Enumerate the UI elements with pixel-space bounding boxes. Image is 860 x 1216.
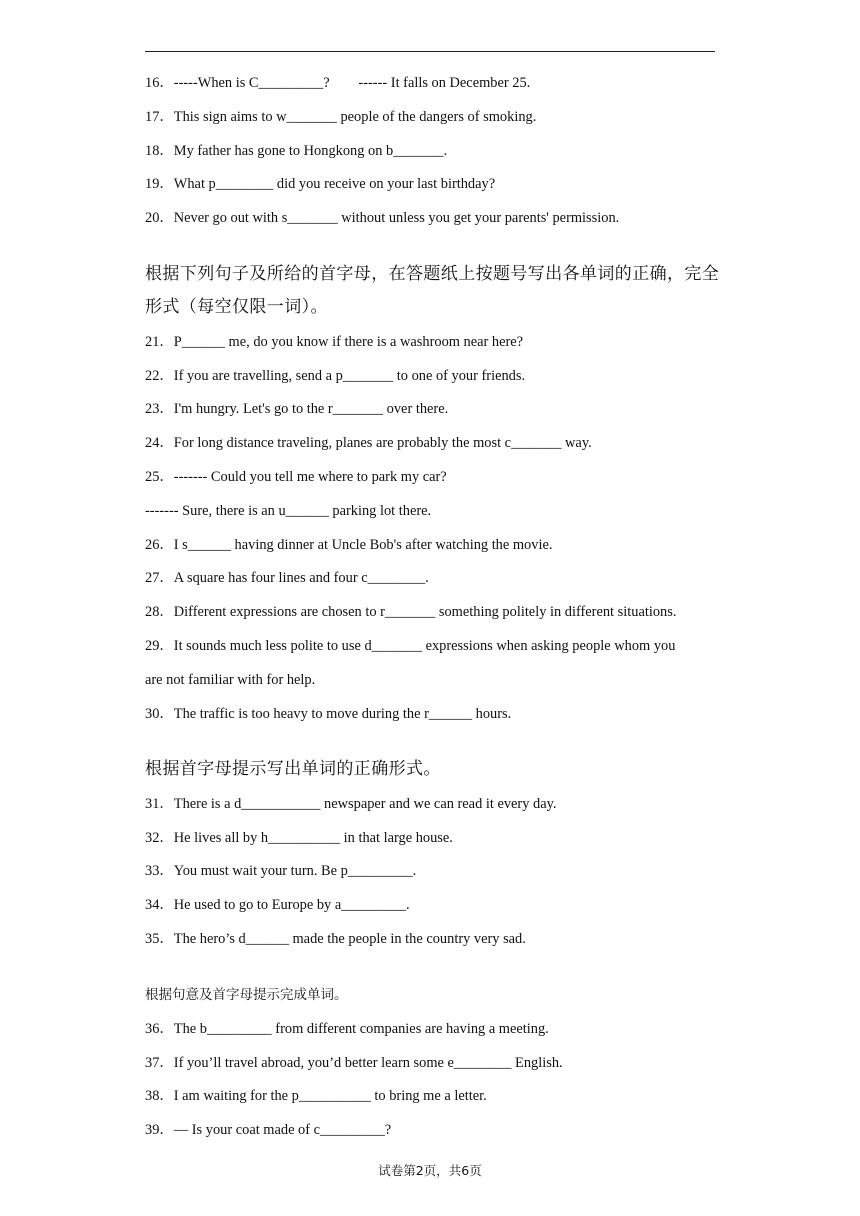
question-17: 17．This sign aims to w_______ people of the dangers of smoking.: [145, 109, 537, 125]
question-20: 20．Never go out with s_______ without unless you get your parents' permission.: [145, 210, 620, 226]
question-16: 16．-----When is C_________? ------ It falls on December 25.: [145, 75, 531, 91]
question-26: 26．I s______ having dinner at Uncle Bob's after watching the movie.: [145, 537, 553, 553]
question-36: 36．The b_________ from different companies are having a meeting.: [145, 1021, 549, 1037]
top-divider: [145, 51, 715, 52]
question-34: 34．He used to go to Europe by a_________.: [145, 897, 410, 913]
question-37: 37．If you’ll travel abroad, you’d better learn some e________ English.: [145, 1055, 563, 1071]
question-30: 30．The traffic is too heavy to move during the r______ hours.: [145, 706, 512, 722]
question-31: 31．There is a d___________ newspaper and we can read it every day.: [145, 796, 557, 812]
question-23: 23．I'm hungry. Let's go to the r_______ over there.: [145, 401, 449, 417]
question-22: 22．If you are travelling, send a p_______ to one of your friends.: [145, 368, 526, 384]
page-footer: 试卷第2页，共6页: [378, 1163, 482, 1178]
section-b-heading-line2: 形式（每空仅限一词）。: [145, 297, 328, 317]
question-19: 19．What p________ did you receive on your last birthday?: [145, 176, 496, 192]
question-27: 27．A square has four lines and four c________.: [145, 570, 429, 586]
question-39: 39．— Is your coat made of c_________?: [145, 1122, 392, 1138]
question-38: 38．I am waiting for the p__________ to bring me a letter.: [145, 1088, 487, 1104]
section-c-heading: 根据首字母提示写出单词的正确形式。: [145, 759, 441, 779]
question-18: 18．My father has gone to Hongkong on b_______.: [145, 143, 448, 159]
section-d-heading: 根据句意及首字母提示完成单词。: [145, 987, 348, 1003]
question-25-answer: ------- Sure, there is an u______ parking lot there.: [145, 503, 432, 519]
question-24: 24．For long distance traveling, planes are probably the most c_______ way.: [145, 435, 592, 451]
question-33: 33．You must wait your turn. Be p_________.: [145, 863, 417, 879]
question-21: 21．P______ me, do you know if there is a washroom near here?: [145, 334, 524, 350]
question-35: 35．The hero’s d______ made the people in the country very sad.: [145, 931, 526, 947]
question-32: 32．He lives all by h__________ in that large house.: [145, 830, 453, 846]
question-28: 28．Different expressions are chosen to r_______ something politely in different situations.: [145, 604, 677, 620]
question-29: 29．It sounds much less polite to use d_______ expressions when asking people whom you: [145, 638, 676, 654]
section-b-heading-line1: 根据下列句子及所给的首字母，在答题纸上按题号写出各单词的正确，完全: [145, 264, 720, 284]
question-29-cont: are not familiar with for help.: [145, 672, 316, 688]
question-25: 25．------- Could you tell me where to park my car?: [145, 469, 447, 485]
